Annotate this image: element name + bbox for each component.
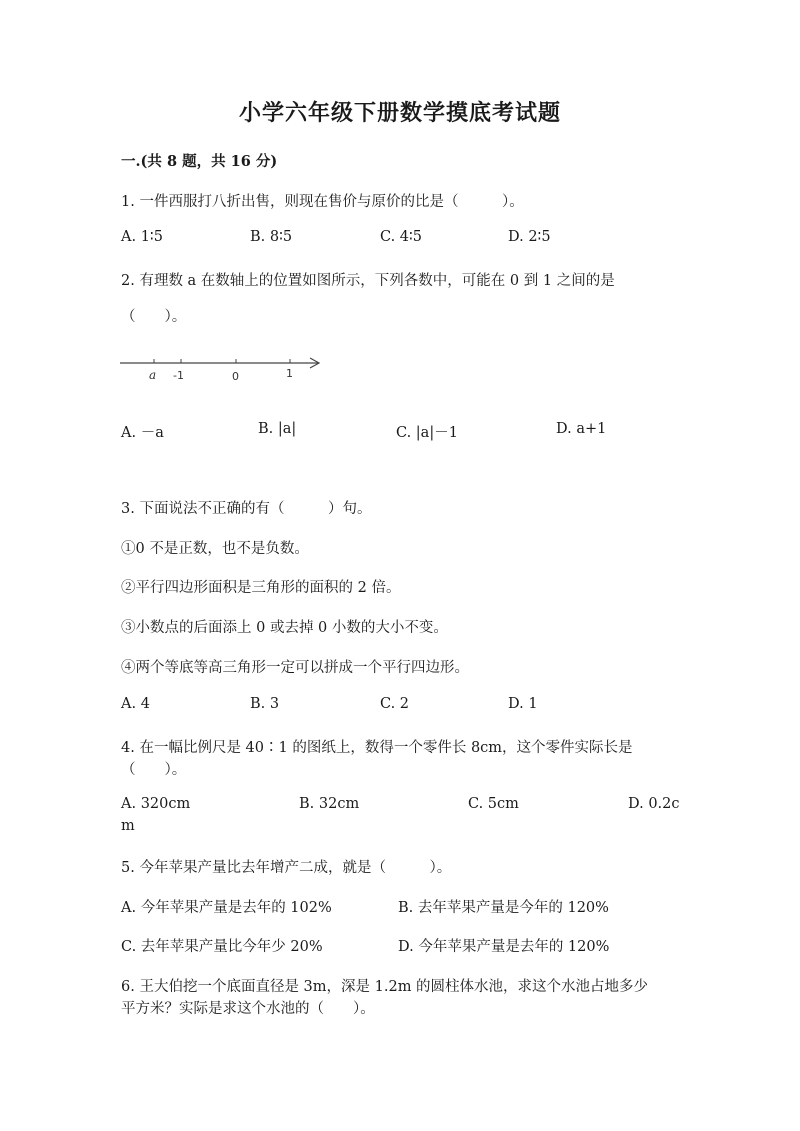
question-4-text-cont: （ ）。	[121, 762, 187, 778]
question-2-text: 2. 有理数 a 在数轴上的位置如图所示，下列各数中，可能在 0 到 1 之间的是	[121, 273, 615, 289]
label-0: 0	[232, 370, 239, 383]
question-4-text: 4. 在一幅比例尺是 40∶1 的图纸上，数得一个零件长 8cm，这个零件实际长是	[121, 740, 633, 756]
q5-option-b[interactable]: B. 去年苹果产量是今年的 120%	[398, 900, 609, 916]
q3-option-d[interactable]: D. 1	[508, 696, 538, 712]
q4-option-d-overflow: m	[121, 818, 135, 834]
number-line-figure	[118, 348, 338, 388]
q5-option-a[interactable]: A. 今年苹果产量是去年的 102%	[121, 900, 332, 916]
q2-option-c[interactable]: C. |a|－1	[396, 425, 458, 441]
q2-option-b[interactable]: B. |a|	[258, 421, 297, 437]
question-6-text: 6. 王大伯挖一个底面直径是 3m，深是 1.2m 的圆柱体水池，求这个水池占地多少	[121, 979, 649, 995]
question-3-text: 3. 下面说法不正确的有（ ）句。	[121, 501, 372, 517]
q3-option-b[interactable]: B. 3	[250, 696, 280, 712]
label-1: 1	[286, 367, 293, 380]
q4-option-d[interactable]: D. 0.2c	[628, 796, 680, 812]
question-1-text: 1. 一件西服打八折出售，则现在售价与原价的比是（ ）。	[121, 194, 524, 210]
q3-statement-1: ①0 不是正数，也不是负数。	[121, 541, 309, 557]
q4-option-a[interactable]: A. 320cm	[121, 796, 191, 812]
q5-option-c[interactable]: C. 去年苹果产量比今年少 20%	[121, 939, 323, 955]
q3-option-a[interactable]: A. 4	[121, 696, 150, 712]
section-header: 一.(共 8 题，共 16 分)	[121, 153, 278, 170]
label-neg1: -1	[173, 369, 184, 382]
question-2-text-cont: （ ）。	[121, 309, 187, 325]
q3-statement-4: ④两个等底等高三角形一定可以拼成一个平行四边形。	[121, 660, 469, 676]
q3-statement-3: ③小数点的后面添上 0 或去掉 0 小数的大小不变。	[121, 620, 448, 636]
page-title: 小学六年级下册数学摸底考试题	[238, 100, 561, 126]
q3-statement-2: ②平行四边形面积是三角形的面积的 2 倍。	[121, 580, 401, 596]
question-5-text: 5. 今年苹果产量比去年增产二成，就是（ ）。	[121, 860, 452, 876]
q2-option-a[interactable]: A. －a	[121, 425, 164, 441]
q4-option-b[interactable]: B. 32cm	[299, 796, 360, 812]
q1-option-d[interactable]: D. 2∶5	[508, 229, 551, 245]
q3-option-c[interactable]: C. 2	[380, 696, 410, 712]
question-6-text-cont: 平方米？实际是求这个水池的（ ）。	[121, 1001, 375, 1017]
q2-option-d[interactable]: D. a+1	[556, 421, 607, 437]
q1-option-b[interactable]: B. 8∶5	[250, 229, 293, 245]
q4-option-c[interactable]: C. 5cm	[468, 796, 519, 812]
q5-option-d[interactable]: D. 今年苹果产量是去年的 120%	[398, 939, 610, 955]
q1-option-a[interactable]: A. 1∶5	[121, 229, 163, 245]
q1-option-c[interactable]: C. 4∶5	[380, 229, 423, 245]
label-a: a	[149, 368, 157, 382]
